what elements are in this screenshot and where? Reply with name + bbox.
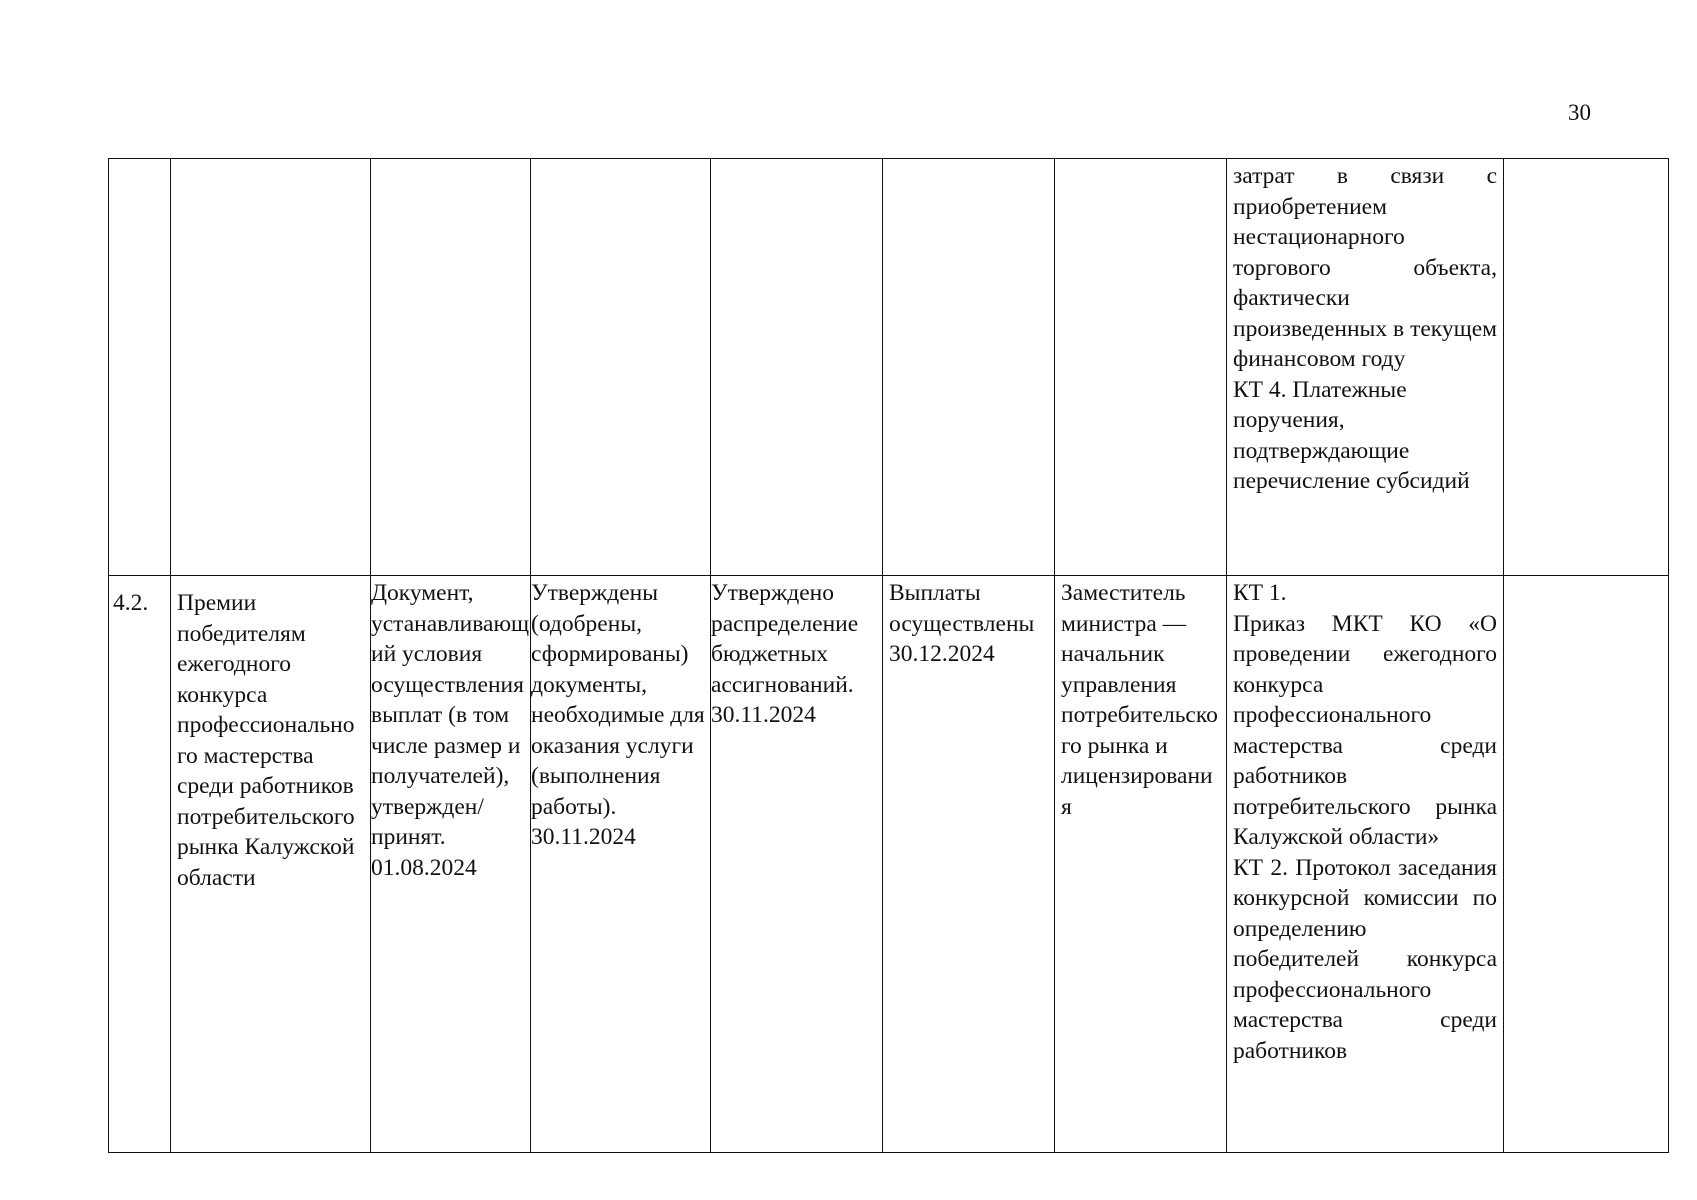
control-points — [1227, 576, 1504, 1153]
payments-status: Выплаты осуществлены 30.12.2024 — [883, 576, 1055, 1153]
responsible-person: Заместитель министра — начальник управления потребительского рынка и лицензирования — [1055, 576, 1227, 1153]
cell-empty — [531, 159, 711, 576]
cell-empty — [1504, 159, 1669, 576]
event-name: Премии победителям ежегодного конкурса профессионального мастерства среди работников потребительского рынка Калужской области — [171, 576, 371, 1153]
document-result: Документ, устанавливающий условия осуществления выплат (в том числе размер и получателей), утвержден/принят. 01.08.2024 — [371, 576, 531, 1153]
cell-empty — [1504, 576, 1669, 1153]
page-number: 30 — [1568, 100, 1591, 125]
control-point-text: КТ 2. Протокол заседания конкурсной комиссии по определению победителей конкурса профессионального мастерства среди работников — [1233, 854, 1497, 1064]
row-number: 4.2. — [109, 576, 171, 1153]
cell-empty — [883, 159, 1055, 576]
approved-documents: Утверждены (одобрены, сформированы) документы, необходимые для оказания услуги (выполнения работы). 30.11.2024 — [531, 576, 711, 1153]
table-row-continuation — [109, 159, 1669, 576]
control-point-text: КТ 1. — [1233, 580, 1287, 606]
cell-empty — [711, 159, 883, 576]
table-row-4-2 — [109, 576, 1669, 1153]
budget-distribution: Утверждено распределение бюджетных ассигнований. 30.11.2024 — [711, 576, 883, 1153]
result-text-part: затрат в связи с приобретением нестационарного торгового объекта, фактически произведенных в текущем финансовом году — [1233, 163, 1497, 372]
control-point-text: Приказ МКТ КО «О проведении ежегодного конкурса профессионального мастерства среди работников потребительского рынка Калужской области» — [1233, 610, 1497, 850]
result-text-part: КТ 4. Платежные поручения, подтверждающие перечисление субсидий — [1233, 376, 1470, 494]
cell-empty — [371, 159, 531, 576]
cell-empty — [171, 159, 371, 576]
plan-table — [108, 158, 1669, 1153]
cell-empty — [1055, 159, 1227, 576]
cell-empty — [109, 159, 171, 576]
cell-result-continuation — [1227, 159, 1504, 576]
